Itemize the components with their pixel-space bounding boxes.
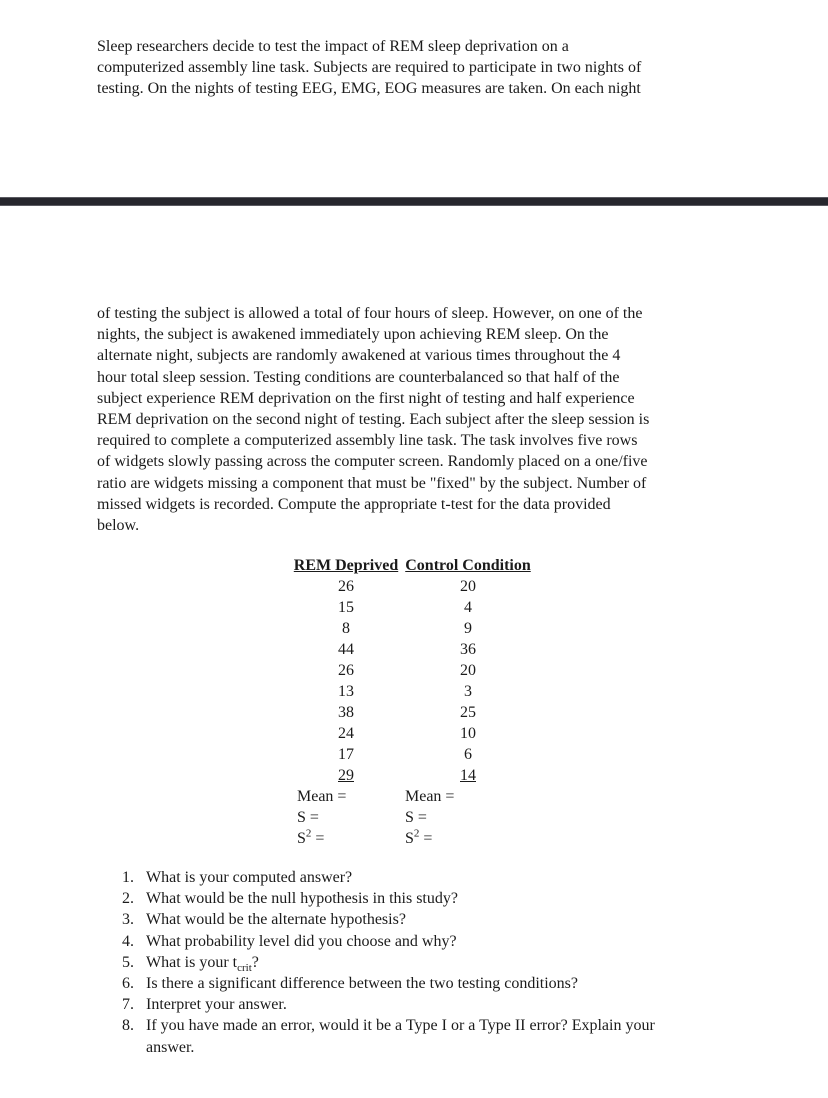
- table-cell: 10: [460, 725, 476, 742]
- table-cell: 24: [338, 725, 354, 742]
- question-text: Interpret your answer.: [146, 996, 287, 1014]
- table-cell: 25: [460, 704, 476, 721]
- paragraph-line: below.: [97, 517, 140, 535]
- s-squared-label-control: $S^2$ =: [405, 827, 433, 847]
- question-number: 1.: [122, 869, 134, 886]
- table-row: [292, 639, 534, 660]
- paragraph-line: ratio are widgets missing a component that must be "fixed" by the subject. Number of: [97, 474, 647, 492]
- question-text: What probability level did you choose and why?: [146, 932, 457, 950]
- paragraph-line: REM deprivation on the second night of testing. Each subject after the sleep session is: [97, 411, 650, 429]
- table-row: [292, 618, 534, 639]
- paragraph-line: of testing the subject is allowed a total of four hours of sleep. However, on one of the: [97, 305, 643, 322]
- table-cell: 44: [338, 641, 354, 658]
- table-stats-mean-row: [292, 786, 534, 807]
- question-item: [122, 909, 655, 930]
- table-row: [292, 576, 534, 597]
- table-cell: 4: [464, 599, 472, 616]
- question-text: What would be the alternate hypothesis?: [146, 911, 406, 929]
- data-table: [292, 555, 534, 849]
- paragraph-intro: [97, 36, 641, 100]
- paragraph-line: computerized assembly line task. Subjects are required to participate in two nights of: [97, 59, 642, 77]
- question-item: [122, 994, 655, 1015]
- question-number: 5.: [122, 953, 134, 971]
- table-row: [292, 660, 534, 681]
- table-cell: 3: [464, 683, 472, 700]
- question-text: Is there a significant difference between the two testing conditions?: [146, 975, 578, 993]
- table-cell: 17: [338, 746, 354, 763]
- table-cell: 20: [460, 578, 476, 595]
- questions-list: [122, 867, 655, 1058]
- question-text-line: If you have made an error, would it be a Type I or a Type II error? Explain your: [146, 1017, 655, 1035]
- s-label-control: S =: [405, 809, 427, 826]
- paragraph-line: hour total sleep session. Testing conditions are counterbalanced so that half of the: [97, 368, 620, 386]
- table-cell: 8: [342, 620, 350, 637]
- question-item: [122, 1015, 655, 1057]
- paragraph-line: testing. On the nights of testing EEG, EMG, EOG measures are taken. On each night: [97, 80, 641, 98]
- table-cell: 13: [338, 683, 354, 700]
- question-item: [122, 888, 655, 909]
- table-cell: 36: [460, 641, 476, 658]
- table-cell: 29: [338, 767, 354, 784]
- paragraph-line: alternate night, subjects are randomly awakened at various times throughout the 4: [97, 347, 621, 365]
- table-header-control-condition: Control Condition: [405, 557, 531, 574]
- table-stats-s-row: [292, 807, 534, 828]
- paragraph-line: nights, the subject is awakened immediately upon achieving REM sleep. On the: [97, 326, 609, 344]
- table-row: [292, 744, 534, 765]
- question-number: 3.: [122, 911, 134, 929]
- table-row: [292, 702, 534, 723]
- question-number: 6.: [122, 975, 134, 993]
- paragraph-line: of widgets slowly passing across the computer screen. Randomly placed on a one/five: [97, 453, 648, 471]
- s-squared-label-rem: $S^2$ =: [297, 827, 325, 847]
- table-cell: 38: [338, 704, 354, 721]
- table-header-rem-deprived: REM Deprived: [293, 557, 399, 574]
- table-cell: 26: [338, 578, 354, 595]
- question-text-line: answer.: [146, 1038, 195, 1056]
- question-text: What would be the null hypothesis in this study?: [146, 890, 458, 908]
- paragraph-line: required to complete a computerized assembly line task. The task involves five rows: [97, 432, 638, 450]
- question-item: [122, 931, 655, 952]
- paragraph-body: [97, 303, 649, 536]
- question-text: What is your computed answer?: [146, 869, 353, 886]
- mean-label-rem: Mean =: [297, 788, 347, 805]
- table-row-last: [292, 765, 534, 786]
- paragraph-line: missed widgets is recorded. Compute the appropriate t-test for the data provided: [97, 495, 611, 513]
- question-item: [122, 973, 655, 994]
- table-header-row: [292, 555, 534, 576]
- question-number: 4.: [122, 932, 134, 950]
- table-row: [292, 681, 534, 702]
- question-item: [122, 952, 655, 973]
- table-cell: 26: [338, 662, 354, 679]
- table-cell: 15: [338, 599, 354, 616]
- table-cell: 6: [464, 746, 472, 763]
- question-item: [122, 867, 655, 888]
- paragraph-line: Sleep researchers decide to test the impact of REM sleep deprivation on a: [97, 38, 569, 55]
- question-text: [146, 1015, 655, 1057]
- table-cell: 20: [460, 662, 476, 679]
- question-number: 2.: [122, 890, 134, 908]
- question-text: What is your $t_{crit}$?: [146, 953, 259, 974]
- question-number: 7.: [122, 996, 134, 1014]
- table-row: [292, 597, 534, 618]
- mean-label-control: Mean =: [405, 788, 455, 805]
- table-cell: 14: [460, 767, 476, 784]
- table-cell: 9: [464, 620, 472, 637]
- question-number: 8.: [122, 1017, 134, 1035]
- paragraph-line: subject experience REM deprivation on the first night of testing and half experience: [97, 389, 635, 407]
- page-break-divider: [0, 197, 828, 206]
- table-row: [292, 723, 534, 744]
- s-label-rem: S =: [297, 809, 319, 826]
- table-stats-s2-row: [292, 828, 534, 849]
